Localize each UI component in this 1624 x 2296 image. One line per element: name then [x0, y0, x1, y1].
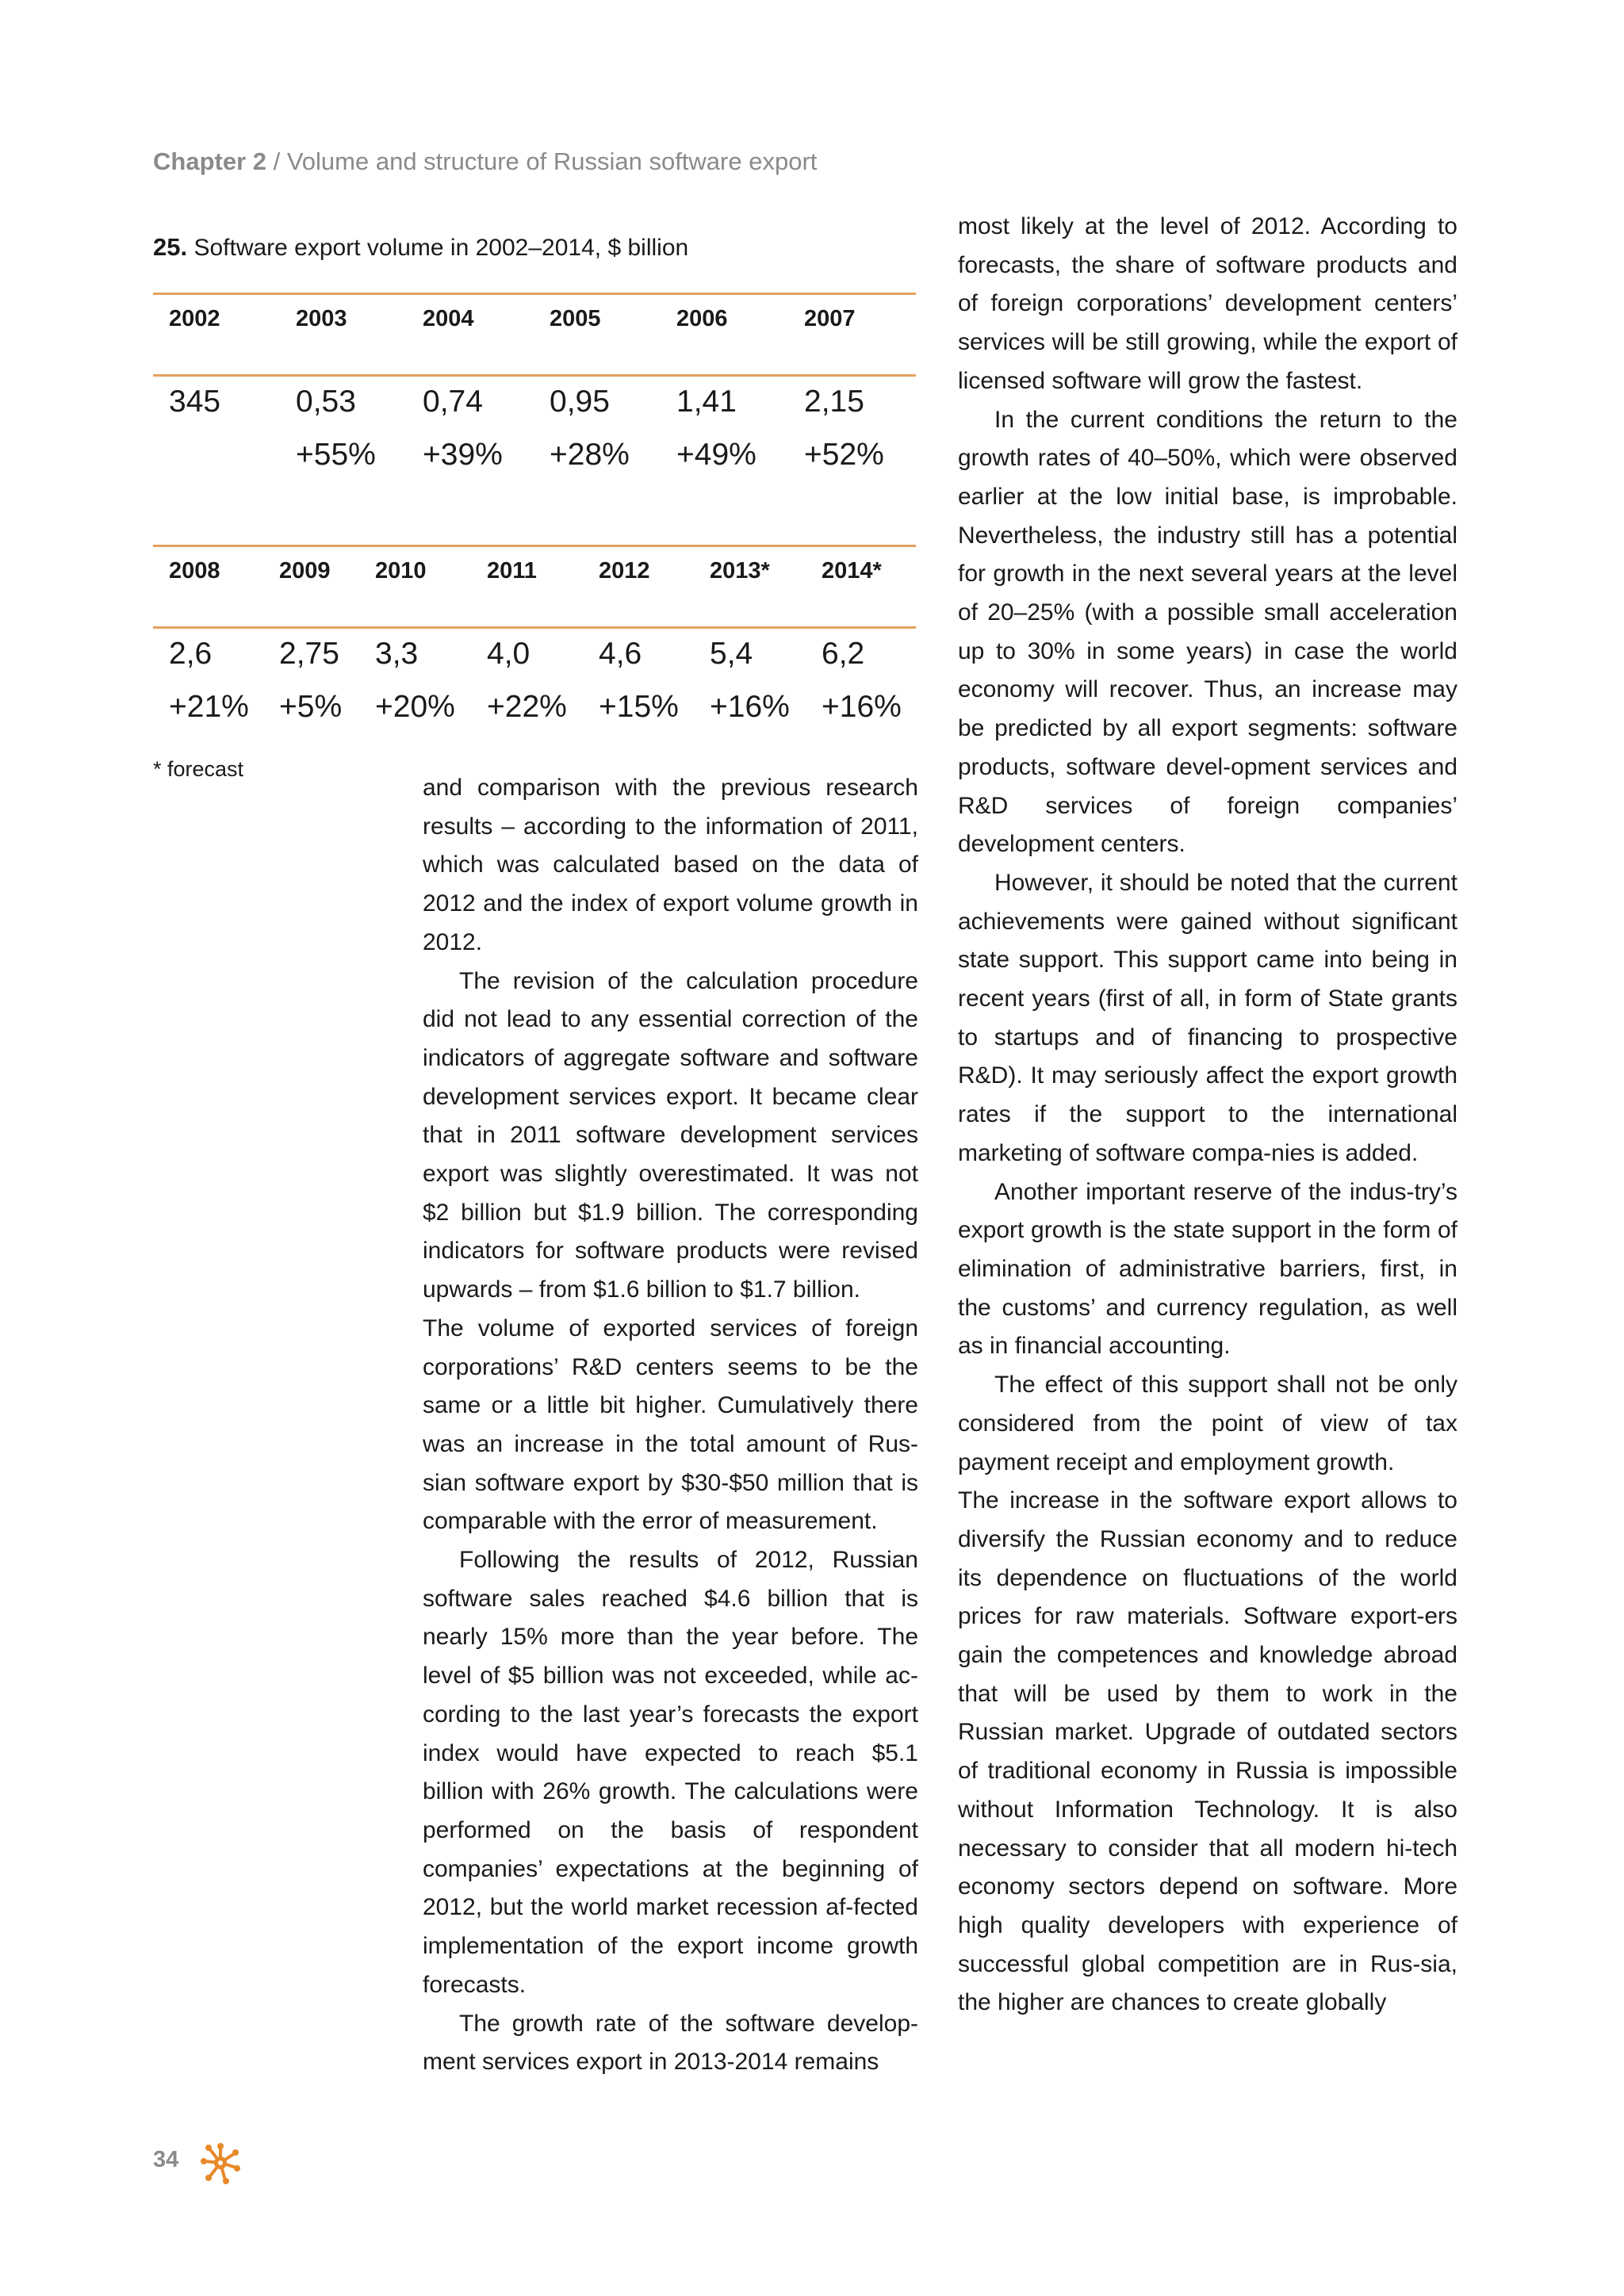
- export-value: 5,4: [710, 637, 753, 671]
- year-header: 2011: [487, 558, 537, 584]
- export-value: 0,53: [296, 385, 356, 419]
- export-value: 345: [169, 385, 221, 419]
- year-header: 2006: [676, 306, 728, 331]
- year-header: 2010: [375, 558, 427, 584]
- running-header: [153, 147, 817, 176]
- paragraph: Another important reserve of the indus-try’s export growth is the state support in the form of elimination of administrative barriers, first, in the customs’ and currency regulation, as well as in financial accounting.: [958, 1178, 1457, 1360]
- export-value: 6,2: [822, 637, 865, 671]
- growth-value: +49%: [676, 438, 756, 472]
- table-top-rule: [153, 545, 916, 547]
- export-value: 0,74: [423, 385, 483, 419]
- year-header: 2012: [599, 558, 650, 584]
- year-header: 2008: [169, 558, 220, 584]
- header-separator: /: [266, 147, 287, 175]
- export-value: 4,0: [487, 637, 530, 671]
- growth-value: +52%: [804, 438, 884, 472]
- year-header: 2004: [423, 306, 474, 331]
- year-header: 2014*: [822, 558, 882, 584]
- figure-caption: Software export volume in 2002–2014, $ billion: [193, 235, 689, 261]
- figure-number: 25.: [153, 233, 188, 261]
- year-header: 2005: [550, 306, 601, 331]
- table-header-rule: [153, 626, 916, 629]
- growth-value: +20%: [375, 690, 455, 724]
- export-value: 1,41: [676, 385, 737, 419]
- figure-title: [153, 233, 688, 262]
- growth-value: +39%: [423, 438, 503, 472]
- growth-value: +22%: [487, 690, 567, 724]
- table-top-rule: [153, 293, 916, 295]
- year-header: 2013*: [710, 558, 770, 584]
- export-value: 2,15: [804, 385, 864, 419]
- chapter-title: Volume and structure of Russian software export: [286, 147, 818, 175]
- body-column-middle: [423, 769, 918, 2082]
- paragraph: and comparison with the previous research results – according to the information of 2011, which was calculated based on the data of 2012 and the index of export volume growth in 2012.: [423, 775, 918, 955]
- growth-value: +16%: [710, 690, 790, 724]
- growth-value: +15%: [599, 690, 679, 724]
- paragraph: The revision of the calculation procedure did not lead to any essential correction of the indicators of aggregate software and software development services export. It became clear that in 2011 software development services export was slightly overestimated. It was not $2 billion but $1.9 billion. The corresponding indicators for software products were revised upwards – from $1.6 billion to $1.7 billion.: [423, 967, 918, 1303]
- export-value: 2,75: [279, 637, 339, 671]
- table-footnote: * forecast: [153, 757, 244, 781]
- export-value: 0,95: [550, 385, 610, 419]
- body-column-right: [958, 208, 1457, 2022]
- growth-value: +55%: [296, 438, 376, 472]
- table-header-rule: [153, 374, 916, 377]
- paragraph: The growth rate of the software develop-ment services export in 2013-2014 remains: [423, 2010, 918, 2076]
- page-number: 34: [153, 2147, 179, 2172]
- growth-value: +5%: [279, 690, 343, 724]
- export-value: 2,6: [169, 637, 213, 671]
- paragraph: The increase in the software export allows to diversify the Russian economy and to reduce its dependence on fluctuations of the world prices for raw materials. Software export-ers gain the competences and knowledge abroad that will be used by them to work in the Russian market. Upgrade of outdated sectors of traditional economy in Russia is impossible without Information Technology. It is also necessary to consider that all modern hi-tech economy sectors depend on software. More high quality developers with experience of successful global competition are in Rus-sia, the higher are chances to create globally: [958, 1487, 1457, 2016]
- paragraph: However, it should be noted that the current achievements were gained without significant state support. This support came into being in recent years (first of all, in form of State grants to startups and of financing to prospective R&D). It may seriously affect the export growth rates if the support to the international marketing of software compa-nies is added.: [958, 869, 1457, 1166]
- paragraph: In the current conditions the return to the growth rates of 40–50%, which were observed earlier at the low initial base, is improbable. Nevertheless, the industry still has a potential for growth in the next several years at the level of 20–25% (with a possible small acceleration up to 30% in some years) in case the world economy will recover. Thus, an increase may be predicted by all export segments: software products, software devel-opment services and R&D services of foreign companies’ development centers.: [958, 406, 1457, 858]
- growth-value: +28%: [550, 438, 630, 472]
- paragraph: Following the results of 2012, Russian software sales reached $4.6 billion that is nearly 15% more than the year before. The level of $5 billion was not exceeded, while ac-cording to the last year’s forecasts the export index would have expected to reach $5.1 billion with 26% growth. The calculations were performed on the basis of respondent companies’ expectations at the beginning of 2012, but the world market recession af-fected implementation of the export income growth forecasts.: [423, 1547, 918, 1998]
- year-header: 2003: [296, 306, 347, 331]
- year-header: 2009: [279, 558, 331, 584]
- growth-value: +16%: [822, 690, 902, 724]
- year-header: 2007: [804, 306, 856, 331]
- logo-icon: [198, 2141, 243, 2185]
- chapter-label: Chapter 2: [153, 147, 266, 175]
- export-value: 4,6: [599, 637, 642, 671]
- paragraph: The volume of exported services of foreign corporations’ R&D centers seems to be the same or a little bit higher. Cumulatively there was an increase in the total amount of Rus-sian software export by $30-$50 million that is comparable with the error of measurement.: [423, 1314, 918, 1535]
- growth-value: +21%: [169, 690, 249, 724]
- year-header: 2002: [169, 306, 220, 331]
- paragraph: The effect of this support shall not be only considered from the point of view of tax payment receipt and employment growth.: [958, 1372, 1457, 1475]
- export-value: 3,3: [375, 637, 419, 671]
- paragraph: most likely at the level of 2012. According to forecasts, the share of software products and of foreign corporations’ development centers’ services will be still growing, while the export of licensed software will grow the fastest.: [958, 213, 1457, 394]
